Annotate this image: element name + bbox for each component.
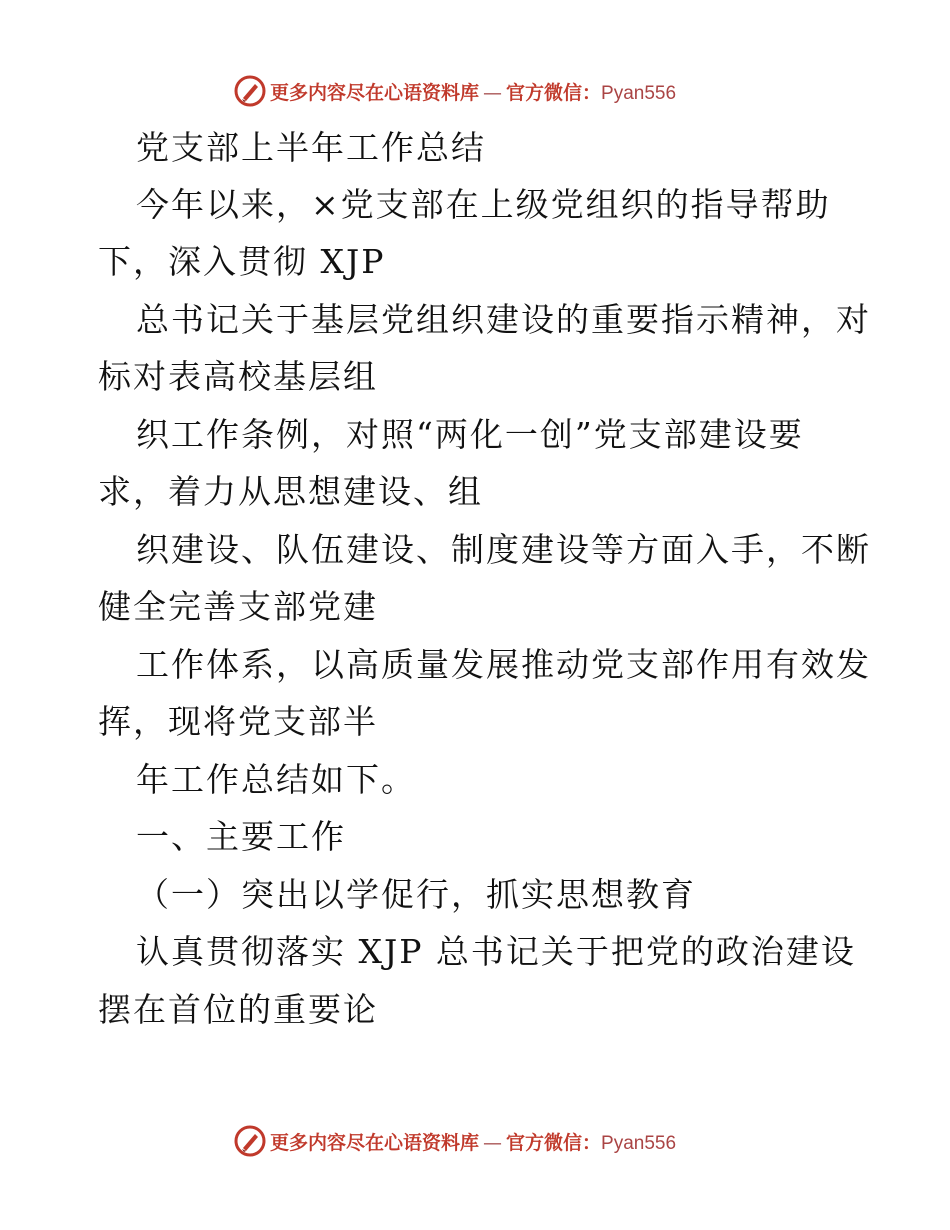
paragraph-line: 下，深入贯彻 XJP bbox=[98, 242, 386, 281]
paragraph-line: 健全完善支部党建 bbox=[98, 587, 378, 626]
subsection-heading: （一）突出以学促行，抓实思想教育 bbox=[136, 875, 696, 914]
footer-watermark-banner bbox=[0, 1120, 950, 1160]
paragraph-line: 工作体系，以高质量发展推动党支部作用有效发 bbox=[136, 645, 871, 684]
watermark-site: 更多内容尽在心语资料库 bbox=[270, 1132, 480, 1154]
watermark-separator: — bbox=[483, 1132, 503, 1154]
document-title: 党支部上半年工作总结 bbox=[136, 128, 486, 167]
paragraph-line: 挥，现将党支部半 bbox=[98, 702, 378, 741]
paragraph-line: 认真贯彻落实 XJP 总书记关于把党的政治建设 bbox=[136, 932, 856, 971]
watermark-wechat-label: 官方微信： bbox=[506, 1132, 602, 1154]
pen-logo-icon bbox=[233, 1124, 267, 1158]
watermark-site: 更多内容尽在心语资料库 bbox=[270, 82, 480, 104]
paragraph-line: 总书记关于基层党组织建设的重要指示精神，对 bbox=[136, 300, 871, 339]
paragraph-line: 标对表高校基层组 bbox=[98, 357, 378, 396]
paragraph-line: 今年以来，×党支部在上级党组织的指导帮助 bbox=[136, 185, 831, 224]
section-heading: 一、主要工作 bbox=[136, 817, 346, 856]
paragraph-line: 求，着力从思想建设、组 bbox=[98, 472, 483, 511]
paragraph-line: 摆在首位的重要论 bbox=[98, 990, 378, 1029]
watermark-wechat-label: 官方微信： bbox=[506, 82, 602, 104]
watermark-handle: Pyan556 bbox=[601, 1133, 677, 1154]
watermark-text bbox=[270, 1128, 676, 1155]
paragraph-line: 织建设、队伍建设、制度建设等方面入手，不断 bbox=[136, 530, 871, 569]
watermark-handle: Pyan556 bbox=[601, 83, 677, 104]
watermark-separator: — bbox=[483, 82, 503, 104]
paragraph-line: 年工作总结如下。 bbox=[136, 760, 416, 799]
paragraph-line: 织工作条例，对照“两化一创”党支部建设要 bbox=[136, 415, 804, 454]
